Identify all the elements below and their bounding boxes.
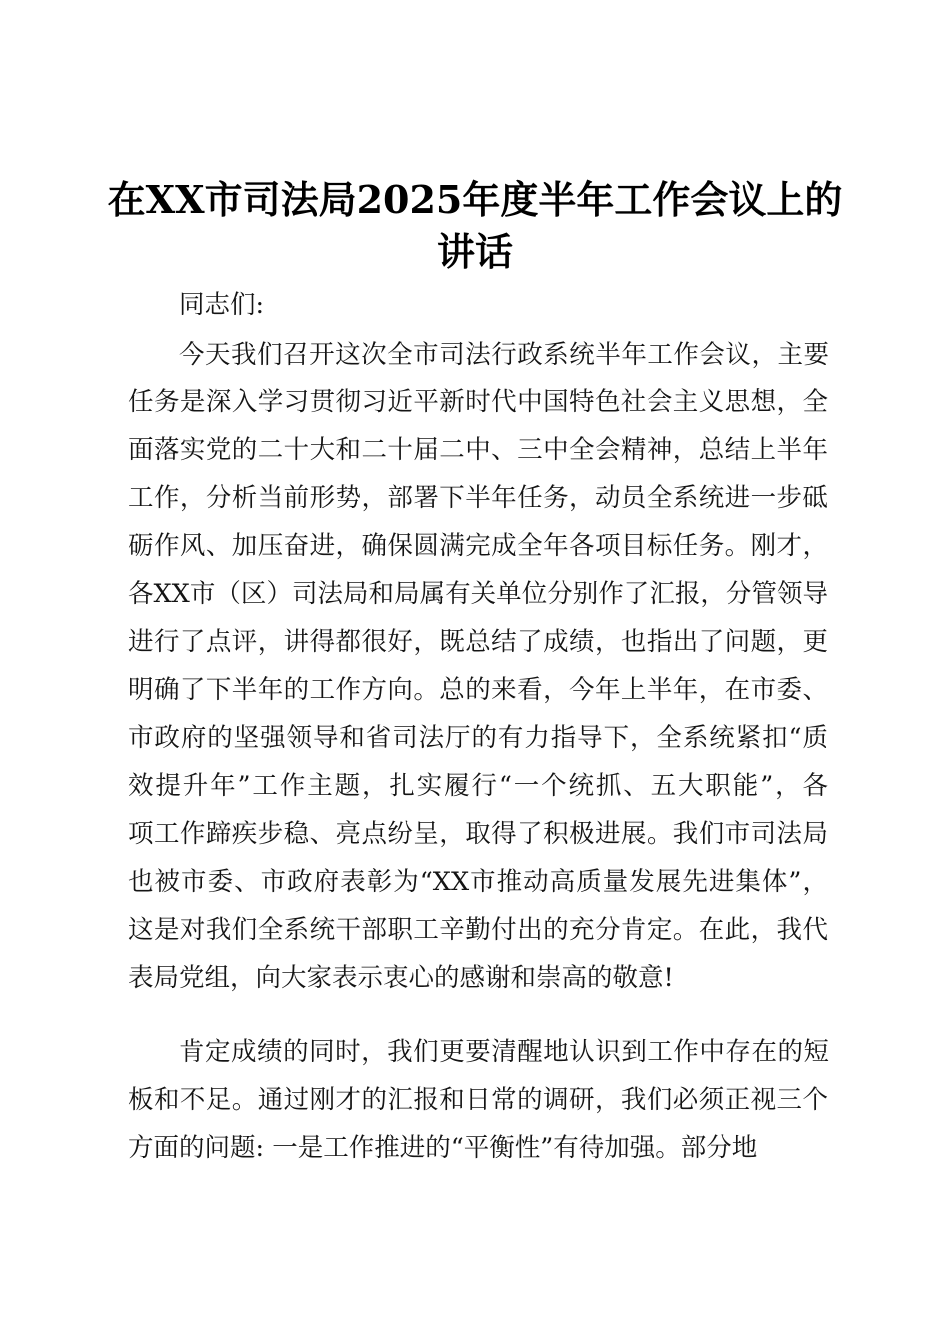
paragraph-1-line: 也被市委、市政府表彰为“XX市推动高质量发展先进集体”， xyxy=(128,867,828,897)
paragraph-1-line: 今天我们召开这次全市司法行政系统半年工作会议，主要 xyxy=(179,340,829,370)
paragraph-1-line: 这是对我们全系统干部职工辛勤付出的充分肯定。在此，我代 xyxy=(128,915,828,945)
paragraph-2-line: 方面的问题: 一是工作推进的“平衡性”有待加强。部分地 xyxy=(128,1133,758,1163)
paragraph-1-line: 任务是深入学习贯彻习近平新时代中国特色社会主义思想，全 xyxy=(128,387,828,417)
salutation: 同志们: xyxy=(179,290,265,320)
paragraph-2-line: 板和不足。通过刚才的汇报和日常的调研，我们必须正视三个 xyxy=(128,1085,828,1115)
paragraph-1-line: 工作，分析当前形势，部署下半年任务，动员全系统进一步砥 xyxy=(128,483,828,513)
document-title-line-1: 在XX市司法局2025年度半年工作会议上的 xyxy=(107,177,843,222)
paragraph-1-line: 市政府的坚强领导和省司法厅的有力指导下，全系统紧扣“质 xyxy=(128,723,828,753)
paragraph-1-line: 效提升年”工作主题，扎实履行“一个统抓、五大职能”，各 xyxy=(128,771,828,801)
paragraph-2-line: 肯定成绩的同时，我们更要清醒地认识到工作中存在的短 xyxy=(179,1037,829,1067)
document-title-line-2: 讲话 xyxy=(436,229,513,274)
paragraph-1-line: 项工作蹄疾步稳、亮点纷呈，取得了积极进展。我们市司法局 xyxy=(128,819,828,849)
paragraph-1-line: 各XX市（区）司法局和局属有关单位分别作了汇报，分管领导 xyxy=(128,579,828,609)
paragraph-1-line: 砺作风、加压奋进，确保圆满完成全年各项目标任务。刚才， xyxy=(128,531,828,561)
paragraph-1-line: 明确了下半年的工作方向。总的来看，今年上半年，在市委、 xyxy=(128,675,828,705)
paragraph-1-last-line: 表局党组，向大家表示衷心的感谢和崇高的敬意! xyxy=(128,963,674,993)
paragraph-1-line: 进行了点评，讲得都很好，既总结了成绩，也指出了问题，更 xyxy=(128,627,828,657)
paragraph-1-line: 面落实党的二十大和二十届二中、三中全会精神，总结上半年 xyxy=(128,435,828,465)
